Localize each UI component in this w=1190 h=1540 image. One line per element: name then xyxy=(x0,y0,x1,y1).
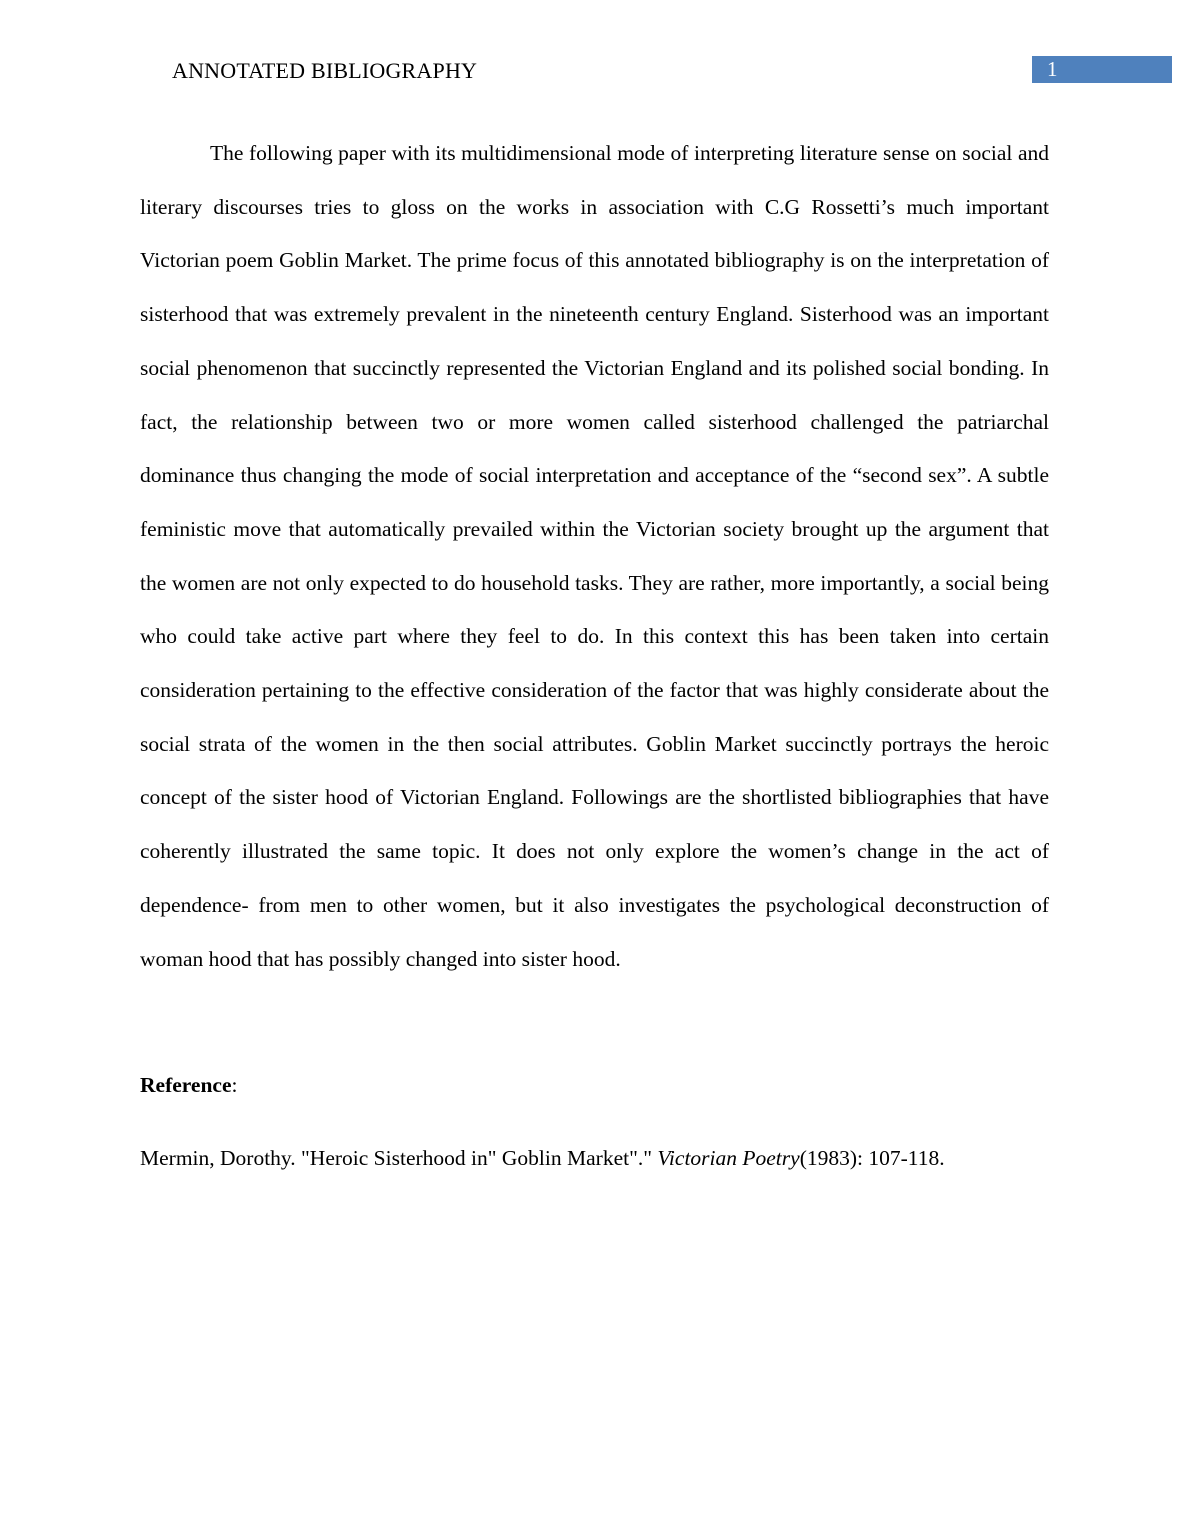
body-paragraph xyxy=(140,127,1049,986)
running-head: ANNOTATED BIBLIOGRAPHY xyxy=(172,58,478,83)
citation-author-title: Mermin, Dorothy. "Heroic Sisterhood in" Goblin Market"." xyxy=(140,1146,658,1170)
body-paragraph-text: The following paper with its multidimensional mode of interpreting literature sense on social and literary discourses tries to gloss on the works in association with C.G Rossetti’s much important Victorian poem Goblin Market. The prime focus of this annotated bibliography is on the interpretation of sisterhood that was extremely prevalent in the nineteenth century England. Sisterhood was an important social phenomenon that succinctly represented the Victorian England and its polished social bonding. In fact, the relationship between two or more women called sisterhood challenged the patriarchal dominance thus changing the mode of social interpretation and acceptance of the “second sex”. A subtle feministic move that automatically prevailed within the Victorian society brought up the argument that the women are not only expected to do household tasks. They are rather, more importantly, a social being who could take active part where they feel to do. In this context this has been taken into certain consideration pertaining to the effective consideration of the factor that was highly considerate about the social strata of the women in the then social attributes. Goblin Market succinctly portrays the heroic concept of the sister hood of Victorian England. Followings are the shortlisted bibliographies that have coherently illustrated the same topic. It does not only explore the women’s change in the act of dependence- from men to other women, but it also investigates the psychological deconstruction of woman hood that has possibly changed into sister hood. xyxy=(140,141,1049,971)
page-number-box xyxy=(1032,56,1172,83)
page-number: 1 xyxy=(1047,57,1058,81)
reference-heading-colon: : xyxy=(231,1073,238,1097)
citation-journal: Victorian Poetry xyxy=(657,1146,800,1170)
reference-heading-label: Reference xyxy=(140,1073,232,1097)
citation-year-pages: (1983): 107-118. xyxy=(799,1146,945,1170)
citation-entry xyxy=(140,1143,1100,1173)
reference-heading xyxy=(140,1070,238,1100)
